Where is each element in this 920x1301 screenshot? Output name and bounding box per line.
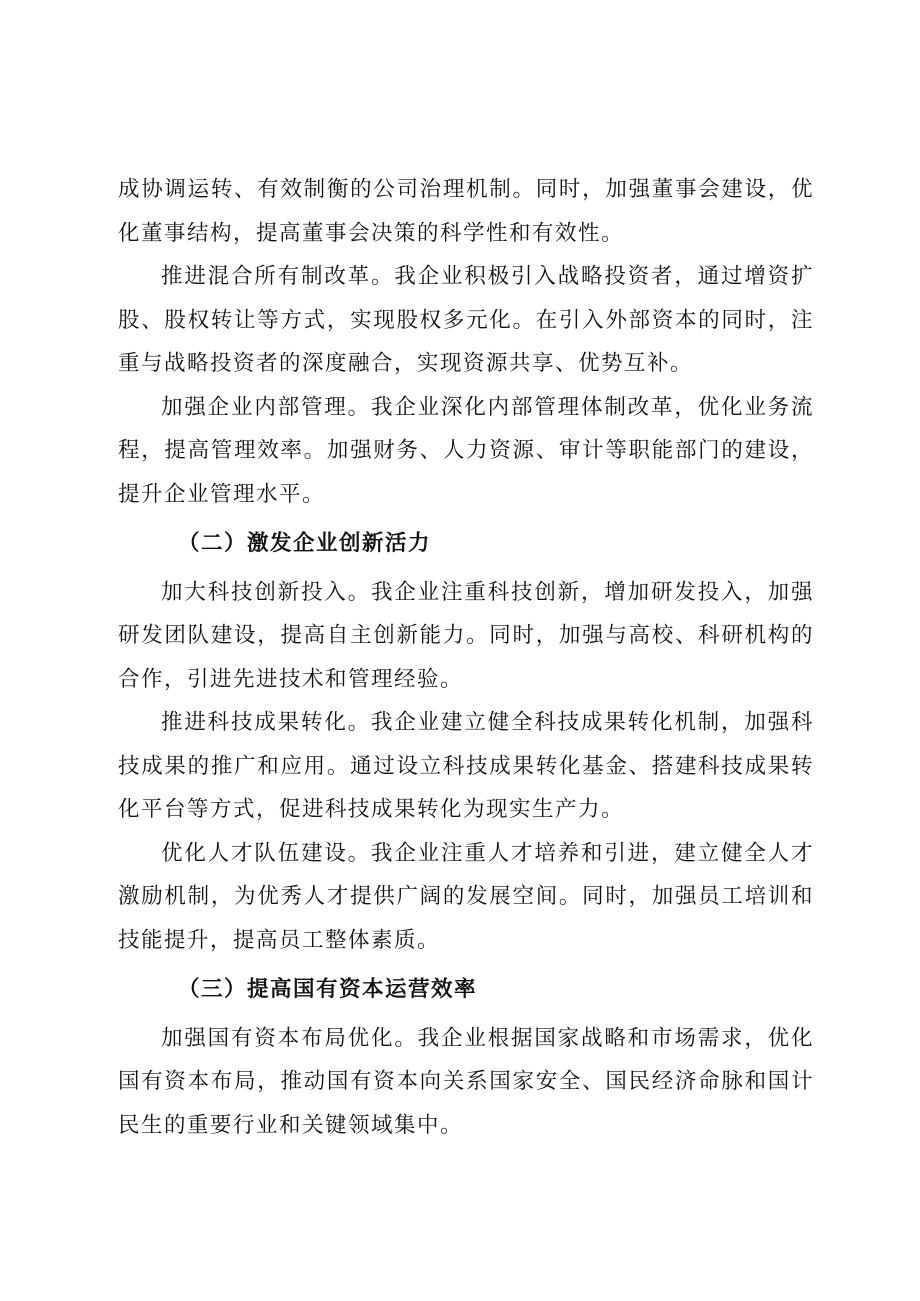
- paragraph-capital-layout: 加强国有资本布局优化。我企业根据国家战略和市场需求，优化国有资本布局，推动国有资本向关系国家安全、国民经济命脉和国计民生的重要行业和关键领域集中。: [118, 1025, 814, 1138]
- paragraph-continuation: 成协调运转、有效制衡的公司治理机制。同时，加强董事会建设，优化董事结构，提高董事会决策的科学性和有效性。: [118, 177, 814, 246]
- paragraph-talent: 优化人才队伍建设。我企业注重人才培养和引进，建立健全人才激励机制，为优秀人才提供广阔的发展空间。同时，加强员工培训和技能提升，提高员工整体素质。: [118, 840, 814, 953]
- section-heading-innovation: （二）激发企业创新活力: [178, 531, 432, 556]
- paragraph-mixed-ownership-reform: 推进混合所有制改革。我企业积极引入战略投资者，通过增资扩股、股权转让等方式，实现股权多元化。在引入外部资本的同时，注重与战略投资者的深度融合，实现资源共享、优势互补。: [118, 264, 814, 376]
- paragraph-tech-transfer: 推进科技成果转化。我企业建立健全科技成果转化机制，加强科技成果的推广和应用。通过设立科技成果转化基金、搭建科技成果转化平台等方式，促进科技成果转化为现实生产力。: [118, 710, 814, 822]
- section-heading-capital-efficiency: （三）提高国有资本运营效率: [178, 977, 478, 1002]
- paragraph-internal-management: 加强企业内部管理。我企业深化内部管理体制改革，优化业务流程，提高管理效率。加强财务、人力资源、审计等职能部门的建设，提升企业管理水平。: [118, 394, 814, 507]
- paragraph-tech-investment: 加大科技创新投入。我企业注重科技创新，增加研发投入，加强研发团队建设，提高自主创新能力。同时，加强与高校、科研机构的合作，引进先进技术和管理经验。: [118, 579, 814, 692]
- document-body: [118, 168, 814, 1147]
